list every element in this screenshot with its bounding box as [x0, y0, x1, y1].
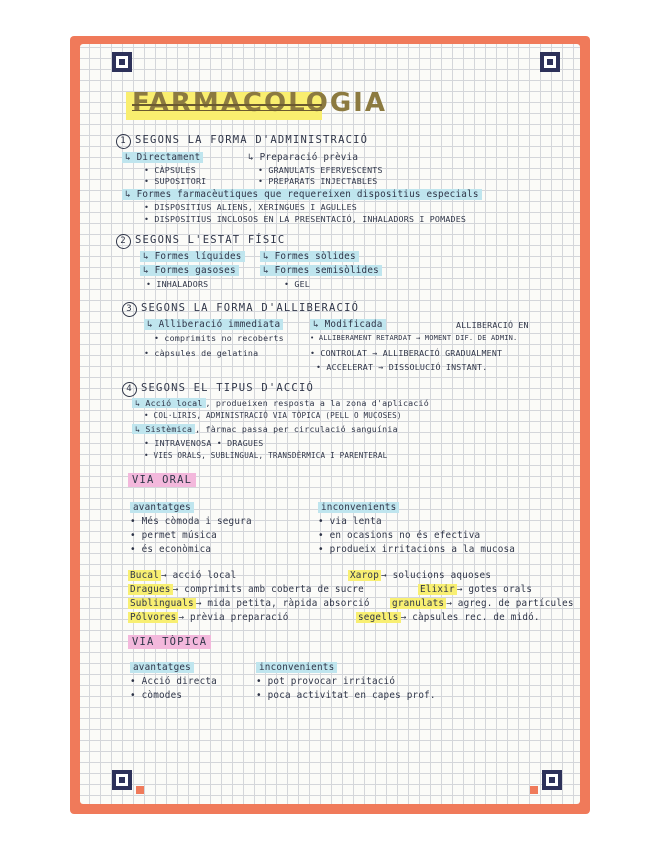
oral-form: granulats → agreg. de partícules	[392, 598, 574, 609]
via-oral-heading: VIA ORAL	[128, 474, 196, 486]
s1-item: • CÀPSULES	[144, 165, 196, 175]
s1-item: • GRANULATS EFERVESCENTS	[258, 165, 383, 175]
section-1-heading: 1 SEGONS LA FORMA D'ADMINISTRACIÓ	[116, 134, 368, 149]
inconvenients-title: inconvenients	[256, 662, 337, 673]
s1-item: • DISPOSITIUS INCLOSOS EN LA PRESENTACIÓ, INHALADORS I POMADES	[144, 214, 467, 224]
corner-marker-icon	[542, 770, 562, 790]
s2-line: ↳ Formes sòlides	[260, 251, 359, 262]
title-underline	[132, 104, 322, 111]
section-3-heading: 3 SEGONS LA FORMA D'ALLIBERACIÓ	[122, 302, 359, 317]
oral-form: segells → càpsules rec. de midó.	[358, 612, 540, 623]
oral-form: Bucal → acció local	[130, 570, 237, 581]
s1-line: ↳ Preparació prèvia	[248, 152, 359, 163]
s4-line: ↳ Acció local , produeixen resposta a la zona d'aplicació	[132, 398, 429, 408]
s4-line: ↳ Sistèmica , fàrmac passa per circulació sanguínia	[132, 424, 398, 434]
s2-item: • INHALADORS	[146, 279, 209, 289]
s3-item: • ALLIBERAMENT RETARDAT → MOMENT DIF. DE ADMIN.	[310, 334, 518, 342]
s2-line: ↳ Formes gasoses	[140, 265, 239, 276]
s3-line: ALLIBERACIÓ EN	[456, 320, 529, 330]
s3-item: • ACCELERAT → DISSOLUCIÓ INSTANT.	[316, 362, 488, 372]
oral-form: Dragues → comprimits amb coberta de sucre	[130, 584, 364, 595]
s2-item: • GEL	[284, 279, 310, 289]
avantatge-item: • és econòmica	[130, 544, 212, 555]
s1-item: • PREPARATS INJECTABLES	[258, 176, 378, 186]
oral-form: Pólvores → prèvia preparació	[130, 612, 289, 623]
section-2-heading: 2 SEGONS L'ESTAT FÍSIC	[116, 234, 285, 249]
s2-line: ↳ Formes líquides	[140, 251, 245, 262]
s4-item: • INTRAVENOSA • DRAGUES	[144, 438, 264, 448]
oral-form: Sublinguals → mida petita, ràpida absorció	[130, 598, 370, 609]
s1-item: • SUPOSITORI	[144, 176, 207, 186]
inconvenient-item: • pot provocar irritació	[256, 676, 396, 687]
avantatge-item: • permet música	[130, 530, 217, 541]
s4-item: • VIES ORALS, SUBLINGUAL, TRANSDÈRMICA I PARENTERAL	[144, 451, 388, 460]
avantatge-item: • Acció directa	[130, 676, 217, 687]
avantatges-title: avantatges	[130, 502, 194, 513]
avantatge-item: • Més còmoda i segura	[130, 516, 252, 527]
section-4-heading: 4 SEGONS EL TIPUS D'ACCIÓ	[122, 382, 314, 397]
orange-mark	[136, 786, 144, 794]
s3-line: ↳ Modificada	[310, 319, 386, 330]
s3-item: • comprimits no recoberts	[154, 333, 284, 343]
oral-form: Elixir → gotes orals	[420, 584, 533, 595]
avantatges-title: avantatges	[130, 662, 194, 673]
s3-line: ↳ Alliberació immediata	[144, 319, 283, 330]
s2-line: ↳ Formes semisòlides	[260, 265, 382, 276]
corner-marker-icon	[540, 52, 560, 72]
s1-line: ↳ Formes farmacèutiques que requereixen dispositius especials	[122, 189, 482, 200]
corner-marker-icon	[112, 770, 132, 790]
s1-line: ↳ Directament	[122, 152, 203, 163]
inconvenient-item: • poca activitat en capes prof.	[256, 690, 436, 701]
s4-item: • COL·LIRIS, ADMINISTRACIÓ VIA TÒPICA (PELL O MUCOSES)	[144, 411, 402, 420]
oral-form: Xarop → solucions aquoses	[350, 570, 492, 581]
avantatge-item: • còmodes	[130, 690, 183, 701]
grid-paper	[80, 44, 580, 804]
inconvenients-title: inconvenients	[318, 502, 399, 513]
inconvenient-item: • via lenta	[318, 516, 382, 527]
orange-mark	[530, 786, 538, 794]
s3-item: • càpsules de gelatina	[144, 348, 259, 358]
via-topica-heading: VIA TÒPICA	[128, 636, 211, 648]
inconvenient-item: • en ocasions no és efectiva	[318, 530, 481, 541]
section-number: 1	[116, 134, 131, 149]
corner-marker-icon	[112, 52, 132, 72]
s3-item: • CONTROLAT → ALLIBERACIÓ GRADUALMENT	[310, 348, 503, 358]
s1-item: • DISPOSITIUS ALIENS, XERINGUES I AGULLES	[144, 202, 358, 212]
page-title: FARMACOLOGIA	[132, 88, 387, 118]
inconvenient-item: • produeix irritacions a la mucosa	[318, 544, 516, 555]
